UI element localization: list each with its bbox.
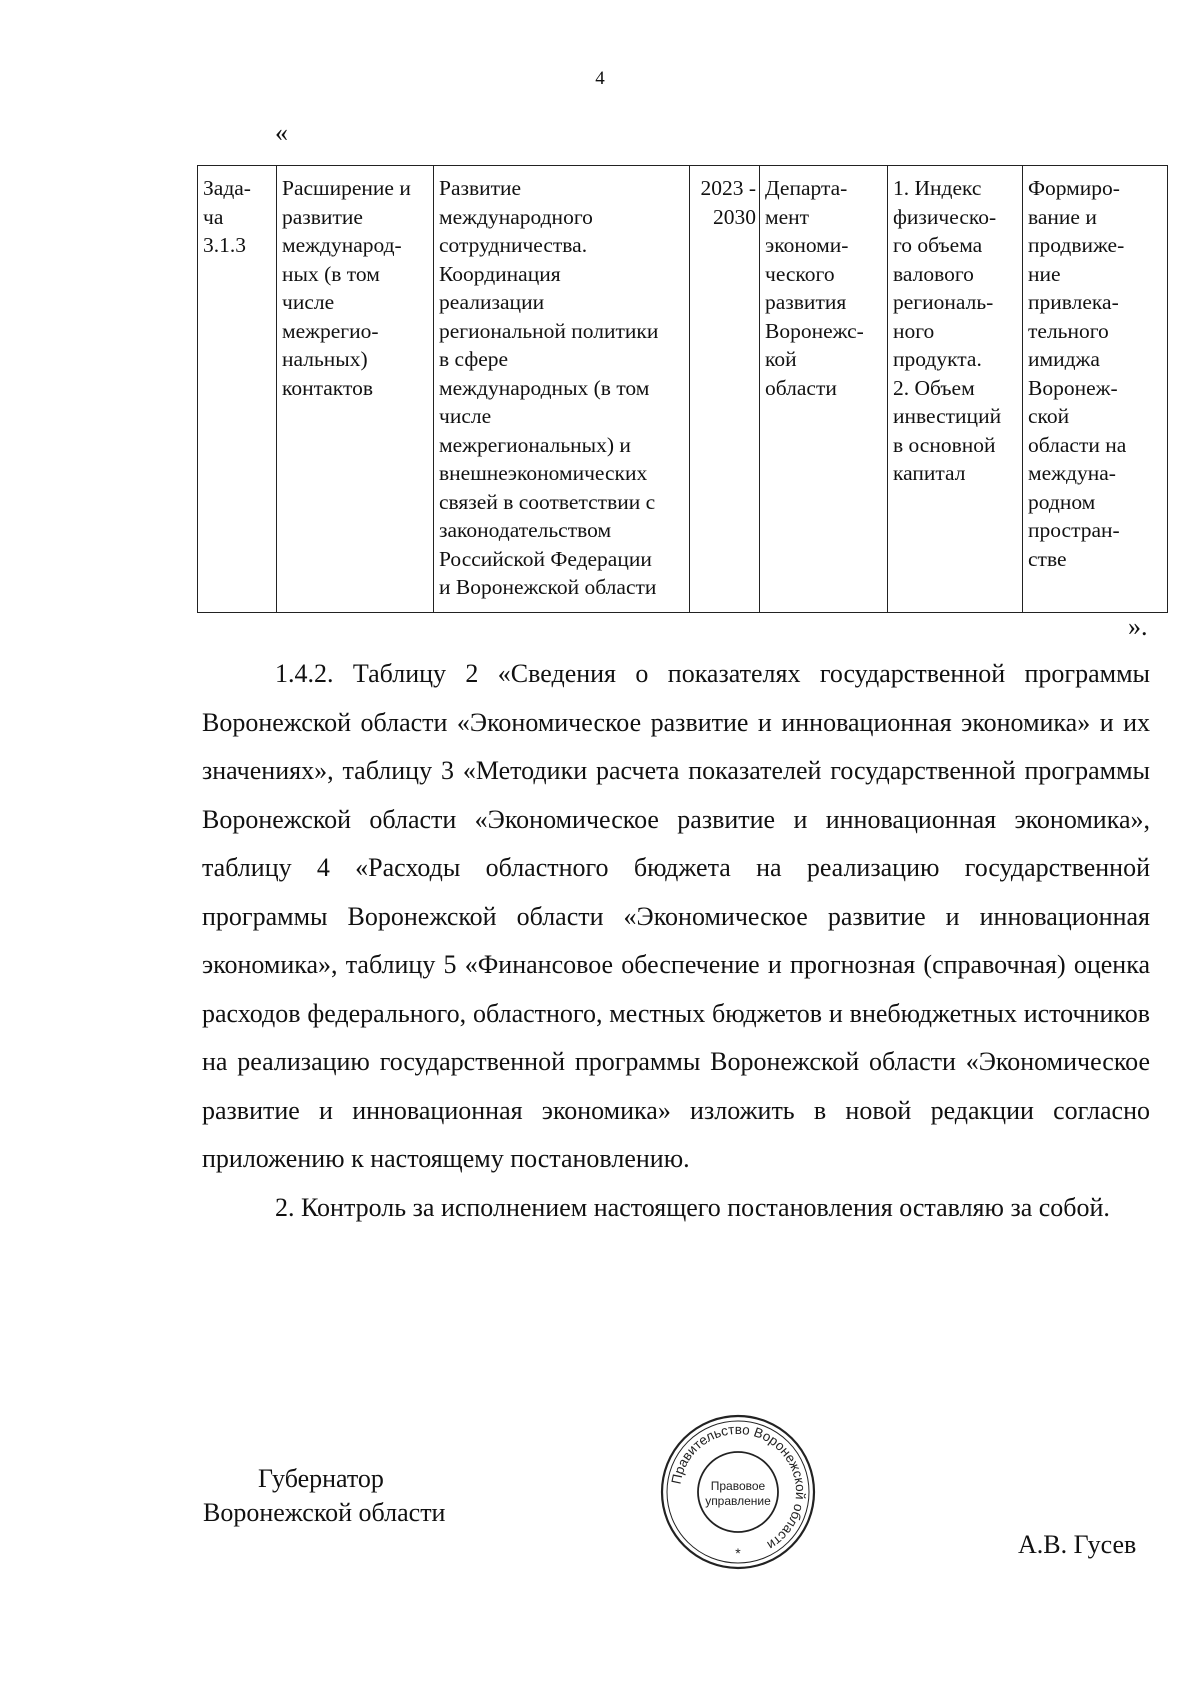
page-number: 4: [595, 68, 605, 89]
expected-result-cell: [1023, 166, 1168, 613]
cell-text: Формиро- вание и продвиже- ние привлека- тельного имиджа Воронеж- ской области на междуна- родном простран- стве: [1028, 176, 1127, 571]
cell-text: Зада- ча 3.1.3: [203, 176, 251, 257]
task-number-cell: [198, 166, 277, 613]
body-text: [202, 650, 1150, 1232]
period-cell: [690, 166, 760, 613]
signatory-title-line-1: Губернатор: [258, 1464, 384, 1493]
task-table: [197, 165, 1168, 613]
seal-center-line-2: управление: [705, 1494, 771, 1508]
seal-ring-text: Правительство Воронежской области: [668, 1421, 809, 1553]
cell-text: 1. Индекс физическо- го объема валового региональ- ного продукта. 2. Объем инвестиций в основной капитал: [893, 176, 1002, 485]
signatory-title-line-2: Воронежской области: [203, 1498, 446, 1527]
cell-text: 2023 - 2030: [700, 176, 756, 229]
indicators-cell: [888, 166, 1023, 613]
cell-text: Развитие международного сотрудничества. Координация реализации региональной политики в сфере международных (в том числе межрегиональных) и внешнеэкономических связей в соответствии с законодательством Российской Федерации и Воронежской области: [439, 176, 659, 599]
seal-stamp: [658, 1412, 818, 1572]
cell-text: Расширение и развитие международ- ных (в том числе межрегио- нальных) контактов: [282, 176, 411, 400]
signatory-title: [203, 1462, 445, 1530]
responsible-cell: [760, 166, 888, 613]
seal-star: *: [735, 1545, 741, 1561]
cell-text: Департа- мент экономи- ческого развития Воронежс- кой области: [765, 176, 864, 400]
paragraph-1: 1.4.2. Таблицу 2 «Сведения о показателях государственной программы Воронежской области «Экономическое развитие и инновационная экономика» и их значениях», таблицу 3 «Методики расчета показателей государственной программы Воронежской области «Экономическое развитие и инновационная экономика», таблицу 4 «Расходы областного бюджета на реализацию государственной программы Воронежской области «Экономическое развитие и инновационная экономика», таблицу 5 «Финансовое обеспечение и прогнозная (справочная) оценка расходов федерального, областного, местных бюджетов и внебюджетных источников на реализацию государственной программы Воронежской области «Экономическое развитие и инновационная экономика» изложить в новой редакции согласно приложению к настоящему постановлению.: [202, 659, 1150, 1173]
opening-quote-mark: «: [275, 118, 288, 147]
signatory-name: А.В. Гусев: [1018, 1530, 1137, 1559]
seal-center-line-1: Правовое: [710, 1479, 766, 1493]
closing-quote-mark: ».: [1128, 612, 1148, 641]
table-row: [198, 166, 1168, 613]
paragraph-2: 2. Контроль за исполнением настоящего постановления оставляю за собой.: [275, 1192, 1110, 1222]
task-name-cell: [277, 166, 434, 613]
task-description-cell: [434, 166, 690, 613]
